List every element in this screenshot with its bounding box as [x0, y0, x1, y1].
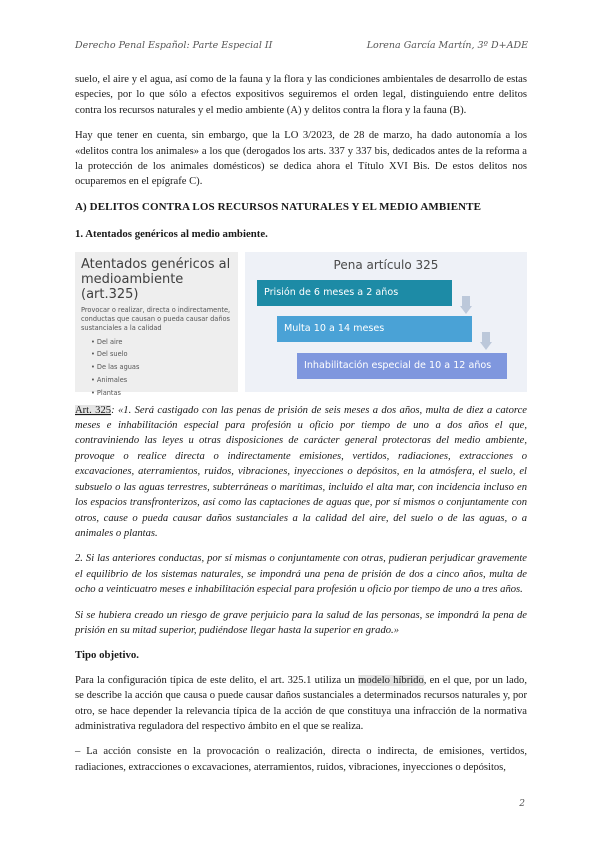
article-label: Art. 325: [75, 404, 112, 416]
figure-item: • Del aire: [91, 336, 238, 349]
subsection-title: 1. Atentados genéricos al medio ambiente.: [75, 228, 268, 241]
article-325-paragraph-1: [75, 403, 527, 542]
figure-item: • De las aguas: [91, 361, 238, 374]
figure-item: • Animales: [91, 374, 238, 387]
article-325-text-1: : «1. Será castigado con las penas de prisión de seis meses a dos años, multa de diez a catorce meses e inhabilitación especial para profesión u oficio por tiempo de uno a dos años el que, contraviniendo las leyes u otras disposiciones de carácter general protectoras del medio ambiente, provoque o realice directa o indirectamente emisiones, vertidos, radiaciones, extracciones o excavaciones, aterramientos, ruidos, vibraciones, inyecciones o depósitos, en la atmósfera, el suelo, el subsuelo o las aguas terrestres, subterráneas o marítimas, incluido el alta mar, con incidencia incluso en los espacios transfronterizos, así como las captaciones de aguas que, por sí mismos o conjuntamente con otros, cause o pueda causar daños sustanciales a la calidad del aire, del suelo o de las aguas, o a animales o plantas.: [75, 404, 528, 539]
figure-left-panel: [75, 252, 238, 397]
section-title: A) DELITOS CONTRA LOS RECURSOS NATURALES Y EL MEDIO AMBIENTE: [75, 200, 482, 213]
tipo-text-a: Para la configuración típica de este delito, el art. 325.1 utiliza un: [75, 674, 359, 686]
penalty-bar-prison: Prisión de 6 meses a 2 años: [257, 280, 452, 306]
header-left: Derecho Penal Español: Parte Especial II: [75, 40, 273, 51]
page-number: 2: [519, 799, 525, 809]
tipo-paragraph-1: [75, 673, 527, 735]
penalty-bar-disqualification: Inhabilitación especial de 10 a 12 años: [297, 353, 507, 379]
summary-figure: [75, 252, 527, 397]
document-body: [75, 72, 527, 785]
figure-item: • Plantas: [91, 387, 238, 400]
flow-arrow-down-icon: [480, 342, 492, 350]
article-325-paragraph-2: 2. Si las anteriores conductas, por sí mismas o conjuntamente con otras, pudieran perjudicar gravemente el equilibrio de los sistemas naturales, se impondrá una pena de prisión de dos a cinco años, multa de ocho a veinticuatro meses e inhabilitación especial para profesión u oficio por tiempo de uno a tres años.: [75, 553, 527, 596]
tipo-text-b: , en el que, por un lado, se describe la acción que causa o puede causar daños sustanciales a determinados recursos naturales y, por otro, se hace depender la relevancia típica de la acción de que constituya una infracción de la normativa administrativa reguladora del respectivo ámbito en el que se realiza.: [75, 674, 527, 732]
header-right: Lorena García Martín, 3º D+ADE: [366, 40, 528, 51]
tipo-paragraph-2: – La acción consiste en la provocación o realización, directa o indirecta, de emisiones, vertidos, radiaciones, extracciones o excavaciones, aterramientos, ruidos, vibraciones, inyecciones o depósitos,: [75, 746, 527, 773]
figure-left-text: Provocar o realizar, directa o indirectamente, conductas que causan o pueda causar daños sustanciales a la calidad: [81, 305, 231, 332]
flow-arrow-down-icon: [460, 306, 472, 314]
figure-items-list: [91, 336, 238, 400]
highlight-modelo-hibrido: modelo híbrido: [358, 674, 424, 686]
intro-paragraph-2: Hay que tener en cuenta, sin embargo, que la LO 3/2023, de 28 de marzo, ha dado autonomía a los «delitos contra los animales» a los que (derogados los arts. 337 y 337 bis, dedicados antes de la reforma a la protección de los animales domésticos) se dedica ahora el Título XVI Bis. De estos delitos nos ocuparemos en el epígrafe C).: [75, 130, 527, 188]
flow-arrow-stem: [482, 332, 490, 342]
figure-right-panel: [245, 252, 527, 392]
penalty-bar-fine: Multa 10 a 14 meses: [277, 316, 472, 342]
flow-arrow-stem: [462, 296, 470, 306]
figure-item: • Del suelo: [91, 348, 238, 361]
tipo-objetivo-heading: Tipo objetivo.: [75, 649, 139, 662]
figure-right-title: Pena artículo 325: [333, 257, 439, 272]
figure-left-title: Atentados genéricos al medioambiente (art.325): [81, 256, 231, 302]
article-325-paragraph-3: Si se hubiera creado un riesgo de grave perjuicio para la salud de las personas, se impondrá la pena de prisión en su mitad superior, pudiéndose llegar hasta la superior en grado.»: [75, 609, 527, 636]
intro-paragraph-1: suelo, el aire y el agua, así como de la fauna y la flora y las condiciones ambientales de desarrollo de estas especies, por lo que sólo a efectos expositivos seguiremos el orden legal, distinguiendo entre delitos contra los recursos naturales y el medio ambiente (A) y delitos contra la flora y la fauna (B).: [75, 74, 527, 116]
